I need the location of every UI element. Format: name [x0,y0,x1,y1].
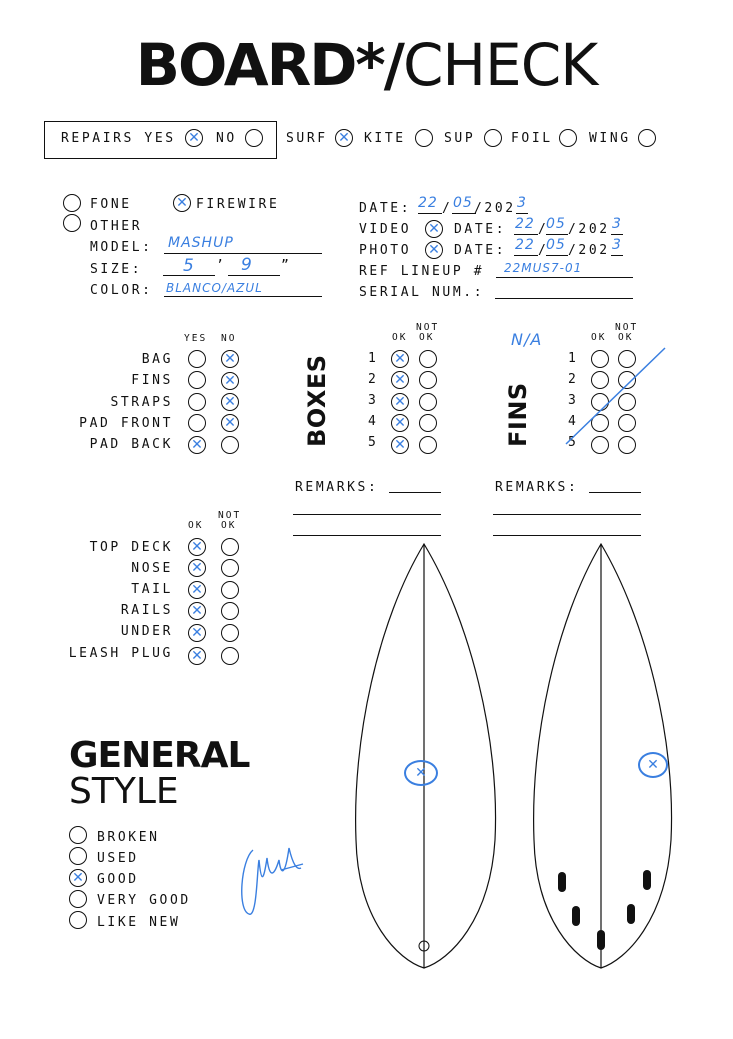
style-used-radio[interactable] [69,847,87,865]
firewire-label: FIREWIRE [196,197,280,212]
box5-ok-mark: ✕ [394,437,406,453]
video-day[interactable]: 22 [515,216,535,232]
acc-no-header: NO [221,333,237,344]
style-like-new-label: LIKE NEW [97,915,181,930]
fins-not-header: NOT [615,322,639,333]
kite-label: KITE [364,131,406,146]
box-num-5: 5 [368,435,379,450]
cond-item-leash-plug: LEASH PLUG [68,646,173,661]
photo-year-prefix: /202 [568,243,610,258]
general-title-bold: GENERAL [69,735,250,776]
color-value[interactable]: BLANCO/AZUL [166,281,263,295]
photo-month-line [546,255,568,256]
date-year-last[interactable]: 3 [517,195,527,211]
size-in-mark: ” [281,258,292,273]
video-year-line [611,234,623,235]
page-title: BOARD*/CHECK [135,31,598,99]
pad-front-no-mark: ✕ [224,415,236,431]
cond-notok-header: OK [221,520,237,531]
box-num-3: 3 [368,393,379,408]
cond-ok-header: OK [188,520,204,531]
signature-image [235,840,310,920]
style-like-new-radio[interactable] [69,911,87,929]
video-mark: ✕ [428,221,440,237]
cond-item-nose: NOSE [131,561,173,576]
model-label: MODEL: [90,240,153,255]
box3-ok-mark: ✕ [394,394,406,410]
box4-ok-mark: ✕ [394,415,406,431]
tail-not-ok[interactable] [221,581,239,599]
fins-na-strike [560,340,670,450]
sup-checkbox[interactable] [484,129,502,147]
pad-back-yes-mark: ✕ [191,437,203,453]
box2-not-ok[interactable] [419,371,437,389]
video-year-prefix: /202 [568,222,610,237]
size-label: SIZE: [90,262,143,277]
style-very-good-label: VERY GOOD [97,893,191,908]
top-deck-ok-mark: ✕ [191,539,203,555]
style-used-label: USED [97,851,139,866]
video-month[interactable]: 05 [546,216,566,232]
surf-label: SURF [286,131,328,146]
foil-label: FOIL [511,131,553,146]
box5-not-ok[interactable] [419,436,437,454]
ref-label: REF LINEUP # [359,264,485,279]
leash-plug-ok-mark: ✕ [191,648,203,664]
color-label: COLOR: [90,283,153,298]
straps-yes[interactable] [188,393,206,411]
repairs-label: REPAIRS YES [61,131,176,146]
photo-mark: ✕ [428,242,440,258]
acc-item-pad-front: PAD FRONT [79,416,173,431]
boxes-remarks-line-1 [389,492,441,493]
bag-no-mark: ✕ [224,351,236,367]
fins-remarks-line-3 [493,535,641,536]
deck-damage-x: ✕ [415,765,427,781]
repairs-no-label: NO [216,131,237,146]
bag-yes[interactable] [188,350,206,368]
boxes-notok-header: OK [419,332,435,343]
rails-ok-mark: ✕ [191,603,203,619]
kite-checkbox[interactable] [415,129,433,147]
serial-label: SERIAL NUM.: [359,285,485,300]
acc-item-straps: STRAPS [110,395,173,410]
fone-checkbox[interactable] [63,194,81,212]
video-sep: / [538,222,549,237]
date-sep: / [442,201,453,216]
serial-line [495,298,633,299]
video-date-label: DATE: [454,222,507,237]
other-label: OTHER [90,219,143,234]
box2-ok-mark: ✕ [394,372,406,388]
photo-day-line [514,255,538,256]
cond-item-under: UNDER [120,624,173,639]
nose-ok-mark: ✕ [191,560,203,576]
tail-ok-mark: ✕ [191,582,203,598]
size-ft-mark: ’ [216,258,227,273]
top-deck-not-ok[interactable] [221,538,239,556]
box3-not-ok[interactable] [419,393,437,411]
under-ok-mark: ✕ [191,625,203,641]
style-good-label: GOOD [97,872,139,887]
wing-checkbox[interactable] [638,129,656,147]
box1-ok-mark: ✕ [394,351,406,367]
model-value[interactable]: MASHUP [168,235,234,251]
boxes-ok-header: OK [392,332,408,343]
box-num-1: 1 [368,351,379,366]
color-line [164,296,322,297]
sup-label: SUP [444,131,476,146]
repairs-no-checkbox[interactable] [245,129,263,147]
fone-label: FONE [90,197,132,212]
fin-num-4: 4 [568,414,579,429]
video-label: VIDEO [359,222,412,237]
video-month-line [546,234,568,235]
leash-plug-not-ok[interactable] [221,647,239,665]
photo-month[interactable]: 05 [546,237,566,253]
date-day-line [418,213,442,214]
cond-item-top-deck: TOP DECK [89,540,173,555]
general-title-light: STYLE [69,771,179,812]
bottom-damage-x: ✕ [647,757,659,773]
other-checkbox[interactable] [63,214,81,232]
foil-checkbox[interactable] [559,129,577,147]
style-good-mark: ✕ [72,870,84,886]
acc-item-bag: BAG [141,352,173,367]
under-not-ok[interactable] [221,624,239,642]
fins-ok-header: OK [591,332,607,343]
fin-num-5: 5 [568,435,579,450]
model-line [164,253,322,254]
box1-not-ok[interactable] [419,350,437,368]
date-year-prefix: /202 [474,201,516,216]
style-broken-radio[interactable] [69,826,87,844]
fins-notok-header: OK [618,332,634,343]
photo-sep: / [538,243,549,258]
fin-num-2: 2 [568,372,579,387]
general-style-title [69,735,250,812]
date-label: DATE: [359,201,412,216]
acc-yes-header: YES [184,333,208,344]
nose-not-ok[interactable] [221,559,239,577]
fins-annotation: N/A [511,330,543,349]
boxes-remarks-label: REMARKS: [295,480,379,495]
photo-label: PHOTO [359,243,412,258]
photo-date-label: DATE: [454,243,507,258]
repairs-yes-mark: ✕ [188,130,200,146]
fins-yes[interactable] [188,371,206,389]
cond-item-tail: TAIL [131,582,173,597]
fins-no-mark: ✕ [224,373,236,389]
date-month-line [452,213,476,214]
photo-year-line [611,255,623,256]
surf-mark: ✕ [338,130,350,146]
photo-day[interactable]: 22 [515,237,535,253]
boxes-not-header: NOT [416,322,440,333]
size-ft-value[interactable]: 5 [183,256,195,276]
fin-num-1: 1 [568,351,579,366]
fins-remarks-label: REMARKS: [495,480,579,495]
fin-num-3: 3 [568,393,579,408]
ref-line [496,277,633,278]
date-month[interactable]: 05 [453,195,473,211]
firewire-mark: ✕ [176,195,188,211]
acc-item-pad-back: PAD BACK [89,437,173,452]
size-in-line [228,275,280,276]
date-day[interactable]: 22 [418,195,438,211]
straps-no-mark: ✕ [224,394,236,410]
rails-not-ok[interactable] [221,602,239,620]
box4-not-ok[interactable] [419,414,437,432]
boxes-remarks-line-2 [293,514,441,515]
fins-remarks-line-2 [493,514,641,515]
pad-back-no[interactable] [221,436,239,454]
cond-item-rails: RAILS [120,603,173,618]
wing-label: WING [589,131,631,146]
ref-value[interactable]: 22MUS7-01 [504,261,583,275]
box-num-4: 4 [368,414,379,429]
date-year-line [516,213,528,214]
fins-remarks-line-1 [589,492,641,493]
fins-title: FINS [504,382,532,447]
cond-not-header: NOT [218,510,242,521]
boxes-title: BOXES [303,354,331,447]
video-day-line [514,234,538,235]
boxes-remarks-line-3 [293,535,441,536]
video-year-last[interactable]: 3 [612,216,622,232]
acc-item-fins: FINS [131,373,173,388]
style-broken-label: BROKEN [97,830,160,845]
style-very-good-radio[interactable] [69,890,87,908]
board-deck-outline [350,540,505,972]
photo-year-last[interactable]: 3 [612,237,622,253]
box-num-2: 2 [368,372,379,387]
size-in-value[interactable]: 9 [241,255,253,275]
pad-front-yes[interactable] [188,414,206,432]
